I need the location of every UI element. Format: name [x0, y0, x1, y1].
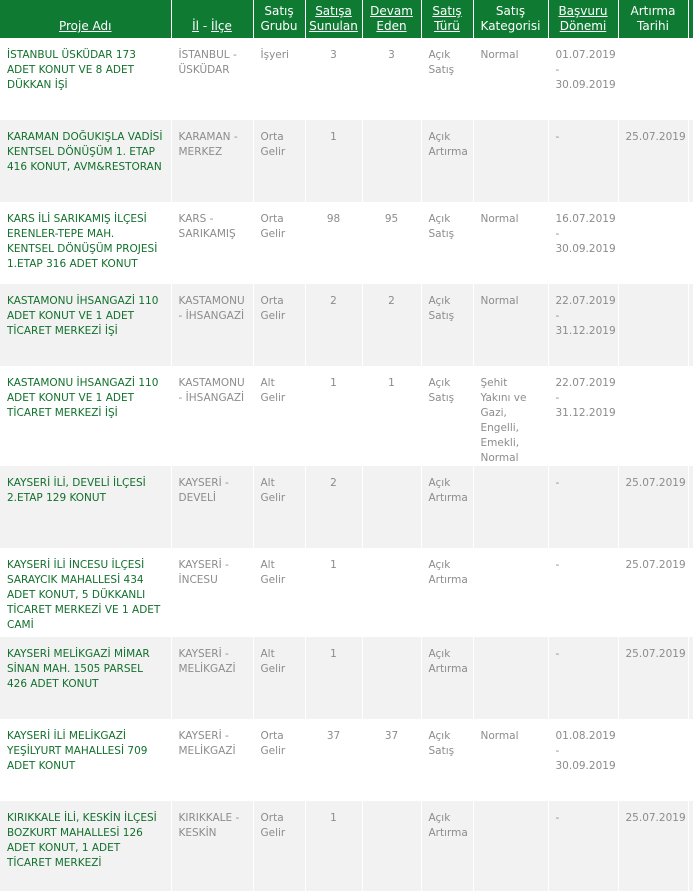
cell-il-ilce: KAYSERİ - MELİKGAZİ — [171, 637, 253, 719]
cell-satis-turu: Açık Satış — [421, 719, 473, 801]
cell-satis-kategorisi — [473, 637, 548, 719]
basvuru-start: - — [555, 559, 560, 571]
basvuru-donemi-label-1: Başvuru — [558, 4, 608, 18]
basvuru-start: 01.08.2019 — [555, 730, 616, 742]
cell-satisa-sunulan: 37 — [305, 719, 362, 801]
cell-devam-eden — [362, 801, 421, 891]
cell-il-ilce: İSTANBUL - ÜSKÜDAR — [171, 38, 253, 120]
cell-basvuru-donemi — [548, 366, 618, 466]
cell-extra — [688, 38, 693, 120]
cell-satis-turu: Açık Satış — [421, 202, 473, 284]
satisa-sunulan-label-1: Satışa — [315, 4, 352, 18]
basvuru-start: - — [555, 648, 560, 660]
basvuru-start: - — [555, 477, 560, 489]
cell-il-ilce: KIRIKKALE - KESKİN — [171, 801, 253, 891]
cell-satisa-sunulan: 1 — [305, 120, 362, 202]
cell-satis-turu: Açık Artırma — [421, 120, 473, 202]
cell-satisa-sunulan: 3 — [305, 38, 362, 120]
cell-satis-turu: Açık Artırma — [421, 801, 473, 891]
cell-artirma-tarihi: 25.07.2019 — [618, 637, 688, 719]
column-header-extra — [688, 0, 693, 38]
cell-satisa-sunulan: 1 — [305, 637, 362, 719]
basvuru-donemi-label-2: Dönemi — [559, 19, 607, 33]
cell-artirma-tarihi — [618, 38, 688, 120]
column-header-il-ilce[interactable] — [171, 0, 253, 38]
cell-satis-kategorisi — [473, 801, 548, 891]
basvuru-separator: - — [555, 228, 560, 240]
cell-satis-grubu: Alt Gelir — [253, 466, 305, 548]
satis-grubu-label-2: Grubu — [260, 19, 298, 33]
devam-eden-label-1: Devam — [370, 4, 413, 18]
table-header-row — [0, 0, 693, 38]
cell-satis-turu: Açık Artırma — [421, 637, 473, 719]
cell-satis-kategorisi — [473, 548, 548, 637]
cell-proje[interactable]: KARAMAN DOĞUKIŞLA VADİSİ KENTSEL DÖNÜŞÜM 1. ETAP 416 KONUT, AVM&RESTORAN — [0, 120, 171, 202]
cell-proje[interactable]: KASTAMONU İHSANGAZİ 110 ADET KONUT VE 1 ADET TİCARET MERKEZİ İŞİ — [0, 284, 171, 366]
cell-satis-kategorisi: Şehit Yakını ve Gazi, Engelli, Emekli, Normal — [473, 366, 548, 466]
table-row — [0, 202, 693, 284]
il-ilce-separator: - — [199, 19, 211, 33]
cell-extra — [688, 548, 693, 637]
satisa-sunulan-label-2: Sunulan — [309, 19, 358, 33]
cell-devam-eden: 3 — [362, 38, 421, 120]
cell-extra — [688, 284, 693, 366]
cell-satis-kategorisi — [473, 466, 548, 548]
cell-basvuru-donemi — [548, 719, 618, 801]
basvuru-end: 30.09.2019 — [555, 243, 616, 255]
cell-artirma-tarihi — [618, 202, 688, 284]
cell-devam-eden: 95 — [362, 202, 421, 284]
basvuru-end: 30.09.2019 — [555, 79, 616, 91]
cell-extra — [688, 366, 693, 466]
cell-extra — [688, 466, 693, 548]
table-row — [0, 366, 693, 466]
table-row — [0, 284, 693, 366]
basvuru-end: 31.12.2019 — [555, 407, 616, 419]
satis-kategorisi-label-1: Satış — [495, 4, 526, 18]
cell-basvuru-donemi — [548, 202, 618, 284]
cell-satis-kategorisi: Normal — [473, 284, 548, 366]
artirma-tarihi-label-2: Tarihi — [637, 19, 669, 33]
cell-il-ilce: KAYSERİ - İNCESU — [171, 548, 253, 637]
column-header-satis-grubu — [253, 0, 305, 38]
cell-basvuru-donemi — [548, 38, 618, 120]
cell-artirma-tarihi: 25.07.2019 — [618, 801, 688, 891]
basvuru-start: - — [555, 131, 560, 143]
cell-artirma-tarihi — [618, 366, 688, 466]
cell-satis-kategorisi: Normal — [473, 719, 548, 801]
cell-proje[interactable]: KARS İLİ SARIKAMIŞ İLÇESİ ERENLER-TEPE MAH. KENTSEL DÖNÜŞÜM PROJESİ 1.ETAP 316 ADET KONUT — [0, 202, 171, 284]
column-header-basvuru-donemi[interactable] — [548, 0, 618, 38]
cell-extra — [688, 801, 693, 891]
cell-artirma-tarihi: 25.07.2019 — [618, 120, 688, 202]
cell-satis-grubu: Orta Gelir — [253, 202, 305, 284]
cell-il-ilce: KARAMAN - MERKEZ — [171, 120, 253, 202]
basvuru-start: 22.07.2019 — [555, 377, 616, 389]
cell-satis-kategorisi: Normal — [473, 202, 548, 284]
cell-extra — [688, 120, 693, 202]
cell-basvuru-donemi — [548, 466, 618, 548]
column-header-devam-eden[interactable] — [362, 0, 421, 38]
cell-satis-grubu: Orta Gelir — [253, 284, 305, 366]
cell-satis-grubu: Alt Gelir — [253, 366, 305, 466]
cell-il-ilce: KASTAMONU - İHSANGAZİ — [171, 366, 253, 466]
cell-satis-grubu: Orta Gelir — [253, 801, 305, 891]
cell-satisa-sunulan: 1 — [305, 548, 362, 637]
table-row — [0, 637, 693, 719]
satis-turu-label-1: Satış — [432, 4, 462, 18]
cell-il-ilce: KARS - SARIKAMIŞ — [171, 202, 253, 284]
cell-devam-eden — [362, 120, 421, 202]
cell-proje[interactable]: KASTAMONU İHSANGAZİ 110 ADET KONUT VE 1 ADET TİCARET MERKEZİ İŞİ — [0, 366, 171, 466]
cell-basvuru-donemi — [548, 637, 618, 719]
satis-turu-label-2: Türü — [434, 19, 460, 33]
cell-satisa-sunulan: 1 — [305, 801, 362, 891]
column-header-proje-adi[interactable] — [0, 0, 171, 38]
il-label: İl — [192, 19, 200, 33]
cell-devam-eden — [362, 466, 421, 548]
cell-devam-eden: 37 — [362, 719, 421, 801]
basvuru-separator: - — [555, 392, 560, 404]
basvuru-separator: - — [555, 64, 560, 76]
cell-satisa-sunulan: 2 — [305, 466, 362, 548]
cell-satis-turu: Açık Satış — [421, 284, 473, 366]
cell-satis-turu: Açık Satış — [421, 38, 473, 120]
basvuru-separator: - — [555, 310, 560, 322]
cell-satis-turu: Açık Artırma — [421, 466, 473, 548]
cell-extra — [688, 719, 693, 801]
cell-satis-kategorisi: Normal — [473, 38, 548, 120]
cell-il-ilce: KASTAMONU - İHSANGAZİ — [171, 284, 253, 366]
column-header-satisa-sunulan[interactable] — [305, 0, 362, 38]
devam-eden-label-2: Eden — [376, 19, 407, 33]
basvuru-end: 30.09.2019 — [555, 760, 616, 772]
cell-basvuru-donemi — [548, 801, 618, 891]
cell-proje[interactable]: KIRIKKALE İLİ, KESKİN İLÇESİ BOZKURT MAHALLESİ 126 ADET KONUT, 1 ADET TİCARET MERKEZİ — [0, 801, 171, 891]
cell-extra — [688, 637, 693, 719]
cell-artirma-tarihi: 25.07.2019 — [618, 466, 688, 548]
table-row — [0, 548, 693, 637]
cell-satisa-sunulan: 98 — [305, 202, 362, 284]
cell-satis-turu: Açık Artırma — [421, 548, 473, 637]
cell-proje[interactable]: KAYSERİ İLİ İNCESU İLÇESİ SARAYCIK MAHALLESİ 434 ADET KONUT, 5 DÜKKANLI TİCARET MERKEZİ VE 1 ADET CAMİ — [0, 548, 171, 637]
cell-devam-eden: 1 — [362, 366, 421, 466]
satis-kategorisi-label-2: Kategorisi — [480, 19, 541, 33]
cell-satisa-sunulan: 2 — [305, 284, 362, 366]
cell-artirma-tarihi — [618, 719, 688, 801]
cell-devam-eden: 2 — [362, 284, 421, 366]
cell-devam-eden — [362, 548, 421, 637]
basvuru-start: - — [555, 812, 560, 824]
cell-proje[interactable]: İSTANBUL ÜSKÜDAR 173 ADET KONUT VE 8 ADET DÜKKAN İŞİ — [0, 38, 171, 120]
cell-satis-grubu: Orta Gelir — [253, 120, 305, 202]
cell-satis-grubu: Alt Gelir — [253, 637, 305, 719]
cell-satisa-sunulan: 1 — [305, 366, 362, 466]
cell-satis-kategorisi — [473, 120, 548, 202]
cell-basvuru-donemi — [548, 120, 618, 202]
basvuru-start: 01.07.2019 — [555, 49, 616, 61]
cell-proje[interactable]: KAYSERİ MELİKGAZİ MİMAR SİNAN MAH. 1505 PARSEL 426 ADET KONUT — [0, 637, 171, 719]
cell-il-ilce: KAYSERİ - DEVELİ — [171, 466, 253, 548]
artirma-tarihi-label-1: Artırma — [630, 4, 676, 18]
proje-adi-label: Proje Adı — [58, 19, 112, 33]
satis-grubu-label-1: Satış — [264, 4, 294, 18]
table-row — [0, 801, 693, 891]
basvuru-start: 22.07.2019 — [555, 295, 616, 307]
cell-artirma-tarihi: 25.07.2019 — [618, 548, 688, 637]
cell-satis-grubu: İşyeri — [253, 38, 305, 120]
cell-satis-turu: Açık Satış — [421, 366, 473, 466]
column-header-artirma-tarihi — [618, 0, 688, 38]
table-row — [0, 38, 693, 120]
column-header-satis-kategorisi — [473, 0, 548, 38]
cell-proje[interactable]: KAYSERİ İLİ, DEVELİ İLÇESİ 2.ETAP 129 KONUT — [0, 466, 171, 548]
cell-satis-grubu: Alt Gelir — [253, 548, 305, 637]
cell-il-ilce: KAYSERİ - MELİKGAZİ — [171, 719, 253, 801]
table-row — [0, 466, 693, 548]
cell-basvuru-donemi — [548, 284, 618, 366]
basvuru-separator: - — [555, 745, 560, 757]
basvuru-start: 16.07.2019 — [555, 213, 616, 225]
table-row — [0, 719, 693, 801]
cell-devam-eden — [362, 637, 421, 719]
column-header-satis-turu[interactable] — [421, 0, 473, 38]
cell-extra — [688, 202, 693, 284]
ilce-label: İlçe — [210, 19, 232, 33]
table-row — [0, 120, 693, 202]
cell-basvuru-donemi — [548, 548, 618, 637]
cell-artirma-tarihi — [618, 284, 688, 366]
cell-proje[interactable]: KAYSERİ İLİ MELİKGAZİ YEŞİLYURT MAHALLESİ 709 ADET KONUT — [0, 719, 171, 801]
basvuru-end: 31.12.2019 — [555, 325, 616, 337]
cell-satis-grubu: Orta Gelir — [253, 719, 305, 801]
